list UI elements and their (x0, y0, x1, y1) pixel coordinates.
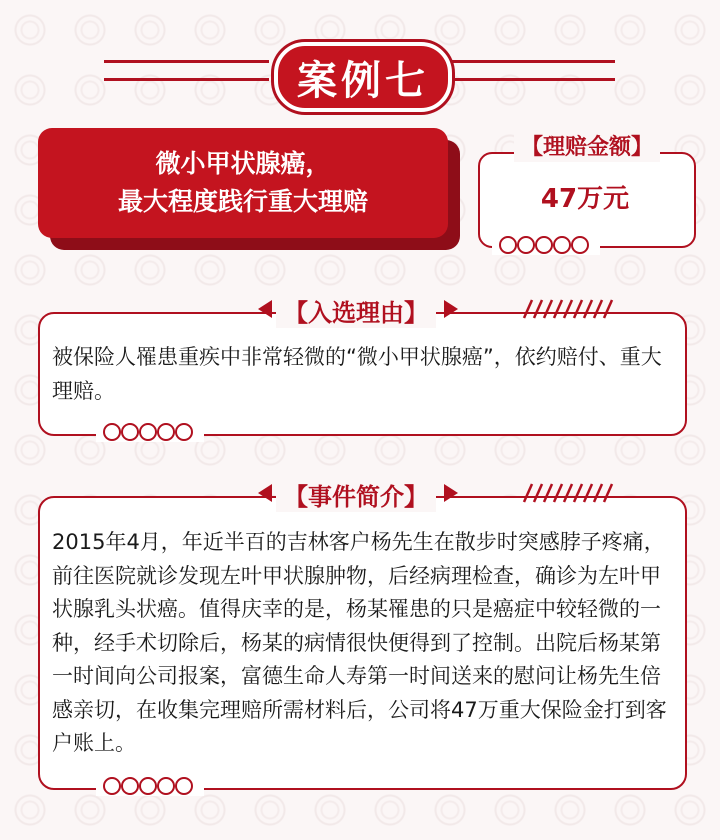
reason-arrow-right-icon (444, 300, 458, 318)
headline-line-2: 最大程度践行重大理赔 (117, 187, 368, 216)
reason-arrow-left-icon (258, 300, 272, 318)
event-label: 【事件简介】 (276, 476, 436, 512)
case-title-badge: 案例七 (274, 42, 452, 112)
reason-circles-decoration (96, 422, 204, 442)
event-hatch-decoration (520, 482, 620, 504)
claim-amount-label: 【理赔金额】 (514, 128, 660, 162)
case-headline (38, 128, 448, 238)
claim-amount-value: 47万元 (540, 184, 630, 214)
headline-line-1: 微小甲状腺癌， (155, 149, 331, 178)
reason-label: 【入选理由】 (276, 292, 436, 328)
event-text: 2015年4月，年近半百的吉林客户杨先生在散步时突感脖子疼痛，前往医院就诊发现左叶甲状腺肿物，后经病理检查，确诊为左叶甲状腺乳头状癌。值得庆幸的是，杨某罹患的只是癌症中较轻微的一种，经手术切除后，杨某的病情很快便得到了控制。出院后杨某第一时间向公司报案，富德生命人寿第一时间送来的慰问让杨先生倍感亲切，在收集完理赔所需材料后，公司将47万重大保险金打到客户账上。 (52, 530, 667, 755)
header-line-right-bottom (450, 78, 615, 81)
header-line-left-top (104, 60, 269, 63)
header-line-left-bottom (104, 78, 269, 81)
event-arrow-right-icon (444, 484, 458, 502)
reason-hatch-decoration (520, 298, 620, 320)
header-line-right-top (450, 60, 615, 63)
event-arrow-left-icon (258, 484, 272, 502)
reason-text: 被保险人罹患重疾中非常轻微的“微小甲状腺癌”，依约赔付、重大理赔。 (52, 345, 662, 403)
amount-circles-decoration (492, 235, 600, 255)
event-circles-decoration (96, 776, 204, 796)
